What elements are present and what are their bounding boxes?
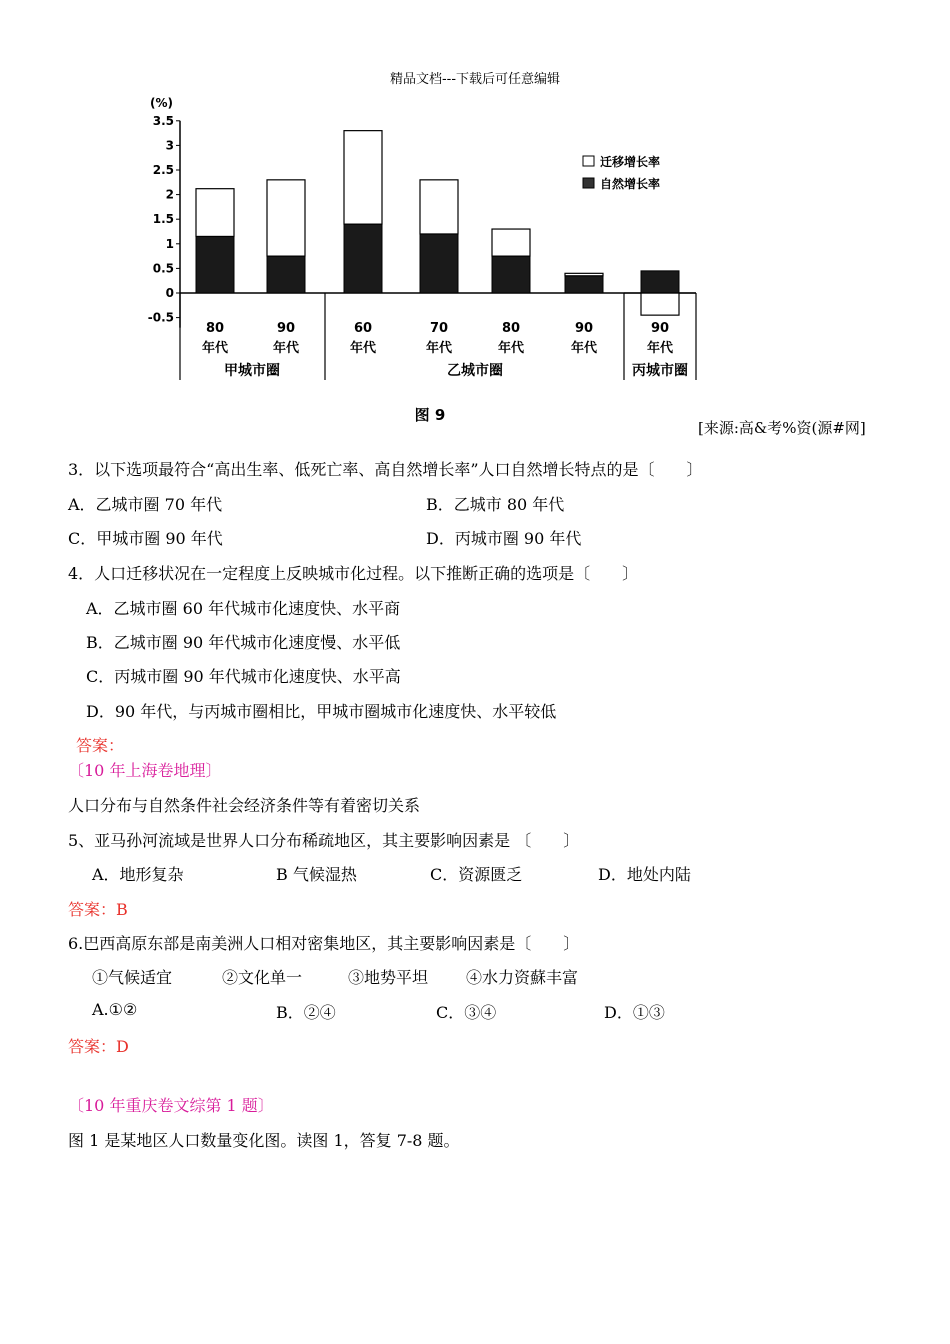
category-label-4: 年代 [497,341,525,356]
intro-distribution: 人口分布与自然条件社会经济条件等有着密切关系 [68,796,421,815]
y-tick-label: 0.5 [152,261,174,276]
category-label-3: 70 [429,321,449,336]
q5-option-c[interactable]: C．资源匮乏 [430,865,523,884]
category-label-1: 90 [276,321,296,336]
bar-migration-0 [196,189,234,237]
y-tick-label: 2 [165,187,174,202]
q3-option-a[interactable]: A．乙城市圈 70 年代 [68,495,223,514]
q6-option-c[interactable]: C．③④ [436,1003,497,1022]
bar-natural-5 [565,276,603,293]
q4-option-b[interactable]: B．乙城市圈 90 年代城市化速度慢、水平低 [86,633,401,652]
q4-option-c[interactable]: C．丙城市圈 90 年代城市化速度快、水平高 [86,667,401,686]
page-header: 精品文档---下载后可任意编辑 [389,72,561,87]
population-growth-chart [140,90,710,430]
group-label-1: 乙城市圈 [447,363,503,379]
q5-option-a[interactable]: A．地形复杂 [92,865,184,884]
q3-option-d[interactable]: D．丙城市圈 90 年代 [426,529,582,548]
bar-migration-4 [492,229,530,256]
bar-natural-3 [420,234,458,293]
q4-option-a[interactable]: A．乙城市圈 60 年代城市化速度快、水平商 [86,599,401,618]
category-label-0: 年代 [201,341,229,356]
y-tick-label: -0.5 [147,310,174,325]
group-label-0: 甲城市圈 [224,363,280,379]
legend-swatch-migration [583,156,594,166]
group-label-2: 丙城市圈 [632,363,688,379]
bar-migration-6 [641,293,679,315]
q6-option-b[interactable]: B．②④ [276,1003,336,1022]
category-label-2: 年代 [349,341,377,356]
source-note: [来源:高&考%资(源#网] [698,419,866,437]
legend-label-migration: 迁移增长率 [600,155,661,169]
q6-item-4: ④水力资蘇丰富 [466,968,579,987]
q5-option-d[interactable]: D．地处内陆 [598,865,691,884]
category-label-4: 80 [501,321,521,336]
bar-natural-1 [267,256,305,293]
q5-option-b[interactable]: B 气候湿热 [276,865,357,884]
category-label-5: 年代 [570,341,598,356]
y-tick-label: 0 [165,286,174,300]
q6-item-1: ①气候适宜 [92,968,173,987]
q6-item-3: ③地势平坦 [348,968,429,987]
legend-swatch-natural [583,178,594,188]
bar-migration-3 [420,180,458,234]
y-axis-label: (%) [150,96,173,110]
bar-migration-5 [565,273,603,275]
q6-option-a[interactable]: A.①② [92,1000,138,1019]
category-label-0: 80 [205,321,225,336]
q6-answer: 答案：D [68,1037,129,1056]
legend-label-natural: 自然增长率 [600,177,661,191]
q6-item-2: ②文化单一 [222,968,303,987]
category-label-3: 年代 [425,341,453,356]
q5-stem: 5、亚马孙河流域是世界人口分布稀疏地区，其主要影响因素是 〔 〕 [68,831,580,850]
q3-stem: 3．以下选项最符合“高出生率、低死亡率、高自然增长率”人口自然增长特点的是〔 〕 [68,460,703,479]
q4-option-d[interactable]: D．90 年代，与丙城市圈相比，甲城市圈城市化速度快、水平较低 [86,702,557,721]
bar-natural-4 [492,256,530,293]
bar-natural-6 [641,271,679,293]
q6-option-d[interactable]: D．①③ [604,1003,665,1022]
q5-answer: 答案：B [68,900,128,919]
category-label-2: 60 [353,321,373,336]
q3-option-b[interactable]: B．乙城市 80 年代 [426,495,565,514]
intro-figure1: 图 1 是某地区人口数量变化图。读图 1，答复 7-8 题。 [68,1131,460,1150]
q6-stem: 6.巴西高原东部是南美洲人口相对密集地区，其主要影响因素是〔 〕 [68,934,580,953]
category-label-6: 90 [650,321,670,336]
y-tick-label: 1.5 [152,212,174,227]
bar-natural-2 [344,224,382,293]
category-label-5: 90 [574,321,594,336]
bar-migration-2 [344,131,382,224]
section-shanghai: 〔10 年上海卷地理〕 [68,761,222,780]
bar-migration-1 [267,180,305,256]
y-tick-label: 2.5 [152,163,174,177]
y-tick-label: 3.5 [152,113,174,128]
category-label-6: 年代 [646,341,674,356]
section-chongqing: 〔10 年重庆卷文综第 1 题〕 [68,1096,274,1115]
q4-stem: 4．人口迁移状况在一定程度上反映城市化过程。以下推断正确的选项是〔 〕 [68,564,639,583]
y-tick-label: 1 [165,236,174,251]
y-tick-label: 3 [165,138,174,153]
q4-answer: 答案： [76,736,125,755]
chart-title: 图 9 [414,406,446,424]
category-label-1: 年代 [272,341,300,356]
bar-natural-0 [196,236,234,293]
q3-option-c[interactable]: C．甲城市圈 90 年代 [68,529,223,548]
